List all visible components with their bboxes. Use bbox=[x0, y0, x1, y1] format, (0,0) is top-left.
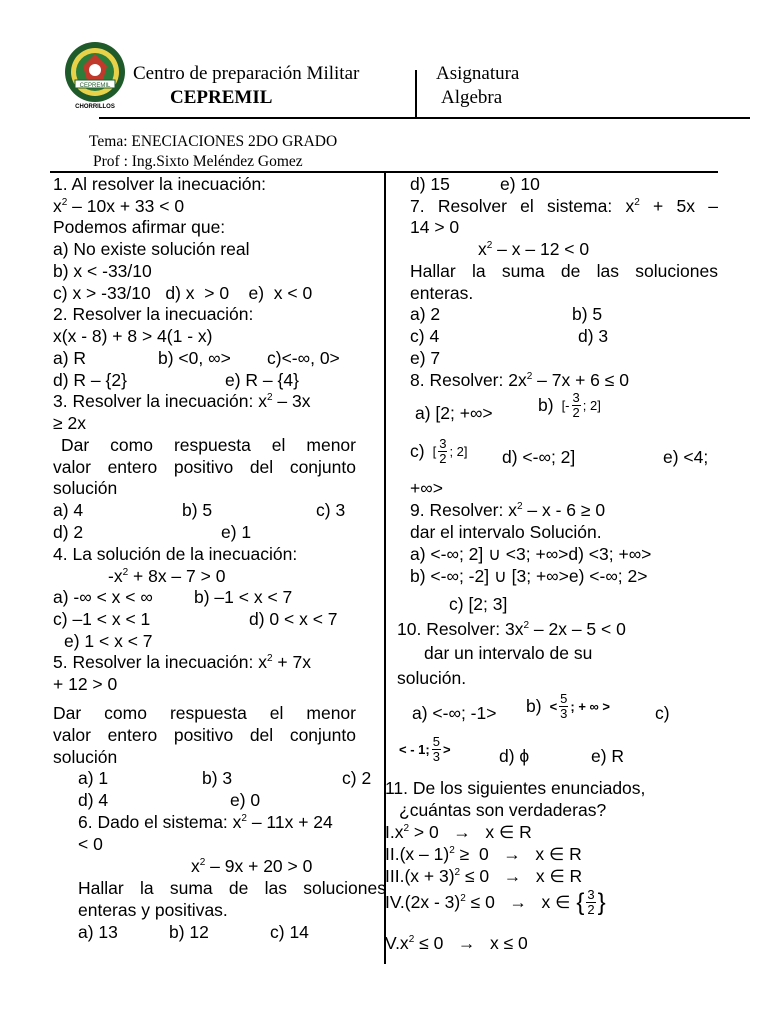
q8-text bbox=[410, 370, 629, 392]
q5-option-c: c) 2 bbox=[342, 768, 372, 788]
fraction-numerator: 3 bbox=[587, 887, 595, 902]
q2-option-c: c)<-∞, 0> bbox=[267, 348, 340, 368]
cepremil-logo-icon bbox=[63, 40, 128, 110]
q6-text-cont: < 0 bbox=[78, 834, 103, 854]
q5-option-e: e) 0 bbox=[230, 790, 261, 810]
q6-option-d: d) 15 bbox=[410, 174, 450, 194]
q5-option-b: b) 3 bbox=[202, 768, 233, 788]
fraction-denominator: 2 bbox=[587, 902, 595, 917]
q10-option-b bbox=[526, 692, 610, 721]
q6-option-b: b) 12 bbox=[169, 922, 209, 942]
q4-expr bbox=[108, 566, 225, 588]
q10-option-c-fraction bbox=[432, 735, 441, 764]
q4-option-a: a) -∞ < x < ∞ bbox=[53, 587, 153, 607]
q11-statement-2 bbox=[385, 844, 582, 866]
q11-statement-3 bbox=[385, 866, 582, 888]
q10-text-content: 10. Resolver: $3x^2 - 2x - 5 < 0$ bbox=[397, 619, 626, 639]
q10-prompt-line2: solución. bbox=[397, 668, 467, 688]
q8-option-c-close: ; 2] bbox=[449, 443, 468, 459]
q4-option-b: b) –1 < x < 7 bbox=[194, 587, 293, 607]
q11-statement-2-content: II.(x – 1)$^2$ ≥ 0 → x ∈ R bbox=[385, 844, 582, 864]
q6-prompt-line2: enteras y positivas. bbox=[78, 900, 228, 920]
q8-option-c-fraction bbox=[438, 437, 447, 466]
q8-option-b-open: [- bbox=[561, 397, 570, 413]
q5-prompt-line2: valor entero positivo del conjunto bbox=[53, 725, 356, 745]
topic-line: Tema: ENECIACIONES 2DO GRADO bbox=[89, 133, 338, 150]
q7-expr2 bbox=[478, 239, 589, 261]
q11-statement-5-content: $V.x^2 \le 0 \to x \le 0$ bbox=[385, 933, 528, 953]
q10-option-d: d) ϕ bbox=[499, 746, 530, 766]
q11-statement-4-content: IV.(2x - 3)$^2$ ≤ 0 → x ∈ bbox=[385, 891, 571, 912]
q2-option-d: d) R – {2} bbox=[53, 370, 127, 390]
q8-option-c-label: c) bbox=[410, 440, 425, 461]
q11-statement-5 bbox=[385, 933, 528, 955]
q5-option-d: d) 4 bbox=[78, 790, 109, 810]
q8-option-b-close: ; 2] bbox=[582, 397, 601, 413]
q6-option-a: a) 13 bbox=[78, 922, 118, 942]
fraction-denominator: 3 bbox=[432, 749, 440, 764]
q7-text bbox=[410, 196, 718, 218]
q9-option-b-e: b) <-∞; -2] ∪ [3; +∞>e) <-∞; 2> bbox=[410, 566, 648, 586]
q3-option-a: a) 4 bbox=[53, 500, 84, 520]
header-rule bbox=[99, 117, 750, 119]
q3-prompt-line1: Dar como respuesta el menor bbox=[61, 435, 356, 455]
header-vertical-divider bbox=[415, 70, 417, 118]
q9-text-content: 9. Resolver: $x^2 - x - 6 \ge 0$ bbox=[410, 500, 606, 520]
q8-option-c-open: [ bbox=[432, 443, 437, 459]
q11-statement-4-open: { bbox=[576, 888, 585, 916]
q5-prompt-line3: solución bbox=[53, 747, 118, 767]
q1-text: 1. Al resolver la inecuación: bbox=[53, 174, 267, 194]
q3-text bbox=[53, 391, 356, 413]
q1-option-cde: c) x > -33/10 d) x > 0 e) x < 0 bbox=[53, 283, 313, 303]
q8-option-e-cont: +∞> bbox=[410, 478, 443, 498]
q3-option-b: b) 5 bbox=[182, 500, 213, 520]
logo bbox=[63, 40, 128, 110]
fraction-denominator: 2 bbox=[439, 451, 447, 466]
logo-banner-text: CEPREMIL bbox=[79, 83, 111, 89]
q2-text: 2. Resolver la inecuación: bbox=[53, 304, 254, 324]
q8-option-a: a) [2; +∞> bbox=[415, 403, 493, 423]
q7-option-b: b) 5 bbox=[572, 304, 603, 324]
q9-prompt: dar el intervalo Solución. bbox=[410, 522, 602, 542]
q6-prompt-line1: Hallar la suma de las soluciones bbox=[78, 878, 386, 898]
fraction-numerator: 3 bbox=[572, 390, 580, 405]
q5-text-cont: + 12 > 0 bbox=[53, 674, 118, 694]
fraction-denominator: 3 bbox=[560, 706, 568, 721]
q8-option-e: e) <4; bbox=[663, 447, 709, 467]
q11-statement-1 bbox=[385, 822, 532, 844]
q11-statement-4-close: } bbox=[597, 888, 606, 916]
q7-prompt-line1: Hallar la suma de las soluciones bbox=[410, 261, 718, 281]
q10-option-c: c) bbox=[655, 703, 670, 723]
q1-option-a: a) No existe solución real bbox=[53, 239, 250, 259]
q10-prompt-line1: dar un intervalo de su bbox=[424, 643, 593, 663]
q7-option-c: c) 4 bbox=[410, 326, 440, 346]
q10-option-c-open: < - 1; bbox=[399, 741, 430, 757]
q9-text bbox=[410, 500, 605, 522]
q11-text-cont: ¿cuántas son verdaderas? bbox=[399, 800, 607, 820]
q9-option-a-d: a) <-∞; 2] ∪ <3; +∞>d) <3; +∞> bbox=[410, 544, 652, 564]
q6-expr2-content: $x^2 - 9x + 20 > 0$ bbox=[191, 856, 313, 876]
fraction-numerator: 3 bbox=[439, 436, 447, 451]
fraction-numerator: 5 bbox=[432, 734, 440, 749]
q2-expr: x(x - 8) + 8 > 4(1 - x) bbox=[53, 326, 213, 346]
q10-option-a: a) <-∞; -1> bbox=[412, 703, 497, 723]
q10-option-c-value bbox=[399, 735, 451, 764]
q4-expr-content: $-x^2 + 8x - 7 > 0$ bbox=[108, 566, 226, 586]
q4-option-d: d) 0 < x < 7 bbox=[249, 609, 338, 629]
q8-option-c bbox=[410, 437, 468, 466]
q3-option-c: c) 3 bbox=[316, 500, 346, 520]
q6-option-c: c) 14 bbox=[270, 922, 309, 942]
q10-option-b-fraction bbox=[559, 692, 568, 721]
q7-text-cont: 14 > 0 bbox=[410, 217, 460, 237]
q9-option-c: c) [2; 3] bbox=[449, 594, 508, 614]
q5-text bbox=[53, 652, 311, 674]
q10-option-b-open: < bbox=[549, 698, 558, 714]
q3-text-cont: ≥ 2x bbox=[53, 413, 86, 433]
q6-text-content: 6. Dado el sistema: $x^2 - 11x + 24$ bbox=[78, 812, 333, 832]
q2-option-e: e) R – {4} bbox=[225, 370, 299, 390]
q10-text bbox=[397, 619, 626, 641]
q11-statement-4-fraction bbox=[586, 888, 595, 917]
institution-acronym: CEPREMIL bbox=[170, 87, 273, 108]
q4-text: 4. La solución de la inecuación: bbox=[53, 544, 298, 564]
professor-line: Prof : Ing.Sixto Meléndez Gomez bbox=[93, 153, 303, 170]
q7-option-e: e) 7 bbox=[410, 348, 441, 368]
q11-statement-4 bbox=[385, 888, 606, 917]
q10-option-c-close: > bbox=[442, 741, 451, 757]
q8-option-b-label: b) bbox=[538, 394, 554, 415]
q5-option-a: a) 1 bbox=[78, 768, 109, 788]
q2-option-b: b) <0, ∞> bbox=[158, 348, 231, 368]
q11-text: 11. De los siguientes enunciados, bbox=[385, 778, 646, 798]
logo-bottom-text: CHORRILLOS bbox=[75, 104, 115, 110]
q6-option-e: e) 10 bbox=[500, 174, 540, 194]
q7-prompt-line2: enteras. bbox=[410, 283, 474, 303]
q4-option-e: e) 1 < x < 7 bbox=[64, 631, 153, 651]
subject-value: Algebra bbox=[441, 87, 503, 108]
q11-statement-3-content: $III.(x + 3)^2 \le 0 \to x$ ∈ R bbox=[385, 866, 583, 886]
q1-prompt: Podemos afirmar que: bbox=[53, 217, 226, 237]
q3-text-content: 3. Resolver la inecuación: $x^2 - 3x$ bbox=[53, 391, 311, 411]
q10-option-e: e) R bbox=[591, 746, 625, 766]
q8-option-d: d) <-∞; 2] bbox=[502, 447, 576, 467]
q8-option-b-fraction bbox=[572, 391, 581, 420]
q3-prompt-line2: valor entero positivo del conjunto bbox=[53, 457, 356, 477]
q4-option-c: c) –1 < x < 1 bbox=[53, 609, 151, 629]
q2-option-a: a) R bbox=[53, 348, 87, 368]
q6-expr2 bbox=[191, 856, 312, 878]
fraction-denominator: 2 bbox=[572, 405, 580, 420]
q1-option-b: b) x < -33/10 bbox=[53, 261, 152, 281]
q7-expr2-content: $x^2 - x - 12 < 0$ bbox=[478, 239, 590, 259]
q6-text bbox=[78, 812, 333, 834]
q11-statement-1-content: $I.x^2 > 0 \to x$ ∈ R bbox=[385, 822, 532, 842]
q1-expr-rest: – 10x + 33 < 0 bbox=[67, 196, 185, 216]
fraction-numerator: 5 bbox=[560, 691, 568, 706]
q3-option-d: d) 2 bbox=[53, 522, 84, 542]
q10-option-b-close: ; + ∞ > bbox=[570, 698, 611, 714]
q8-option-b bbox=[538, 391, 601, 420]
q5-text-content: 5. Resolver la inecuación: $x^2 + 7x$ bbox=[53, 652, 311, 672]
q7-text-content: 7. Resolver el sistema: $x^2 + 5x$ – bbox=[410, 196, 718, 216]
q8-text-content: 8. Resolver: $2x^2 - 7x + 6 \le 0$ bbox=[410, 370, 629, 390]
q7-option-d: d) 3 bbox=[578, 326, 609, 346]
q1-expr: $x^2 - 10x + 33 < 0$ bbox=[53, 196, 185, 216]
q5-prompt-line1: Dar como respuesta el menor bbox=[53, 703, 356, 723]
institution-name: Centro de preparación Militar bbox=[133, 63, 360, 84]
q3-prompt-line3: solución bbox=[53, 478, 118, 498]
q3-option-e: e) 1 bbox=[221, 522, 252, 542]
q10-option-b-label: b) bbox=[526, 695, 542, 716]
q7-option-a: a) 2 bbox=[410, 304, 441, 324]
subject-label: Asignatura bbox=[436, 63, 520, 84]
